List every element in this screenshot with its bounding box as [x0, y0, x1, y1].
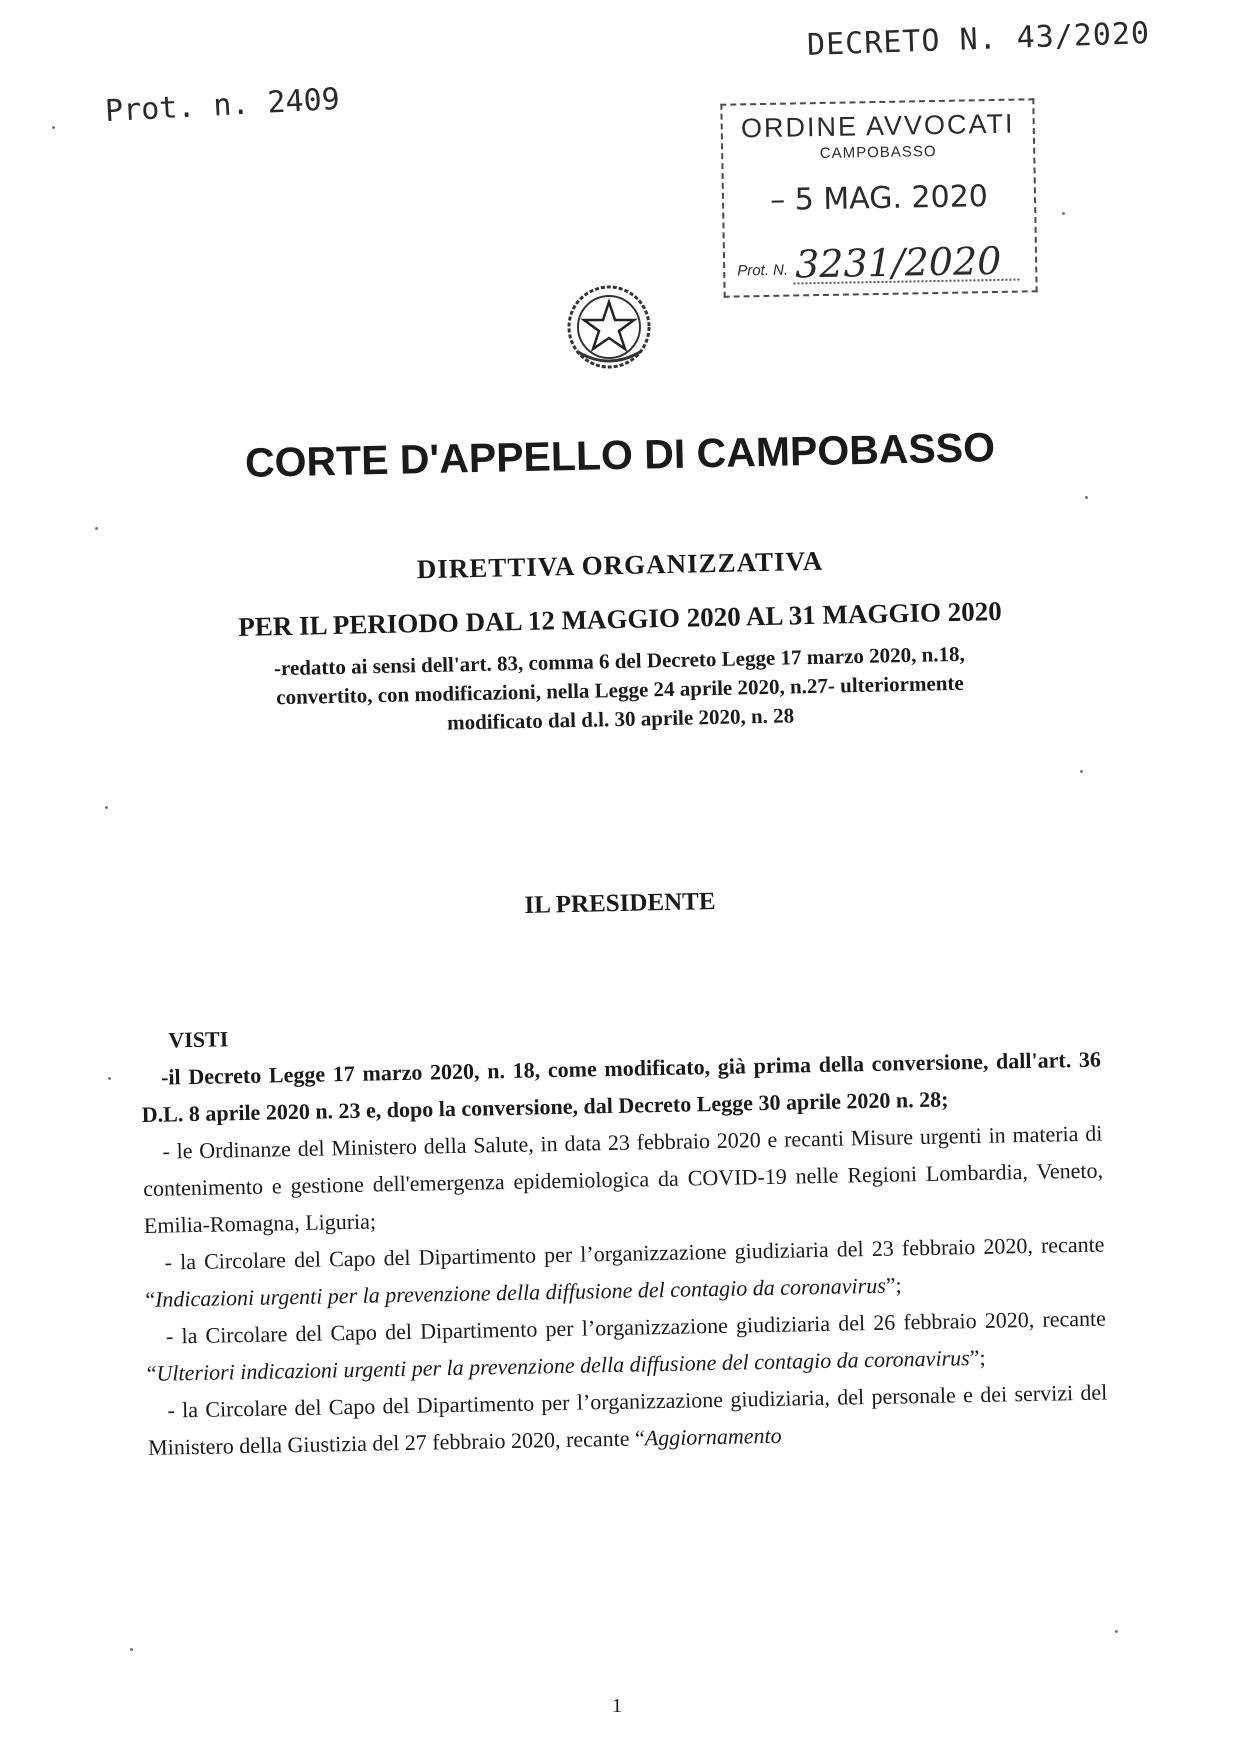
paragraph-decreto-legge: -il Decreto Legge 17 marzo 2020, n. 18, come modificato, già prima della conversione, dall'art. 36 D.L. 8 aprile 2020 n. 23 e, dopo la conversione, dal Decreto Legge 30 aprile 2020 n. 28;	[141, 1046, 1102, 1127]
stamp-date: – 5 MAG. 2020	[769, 179, 989, 218]
stamp-title: ORDINE AVVOCATI	[740, 108, 1015, 144]
scan-speck	[1062, 212, 1065, 215]
scan-speck	[108, 1077, 111, 1080]
circolare-23-title: Indicazioni urgenti per la prevenzione della diffusione del contagio da coronavirus	[154, 1272, 886, 1312]
circolare-26-end: ”;	[969, 1344, 986, 1371]
republic-emblem-icon	[564, 282, 654, 372]
paragraph-ordinanze: - le Ordinanze del Ministero della Salute, in data 23 febbraio 2020 e recanti Misure urgenti in materia di contenimento e gestione dell'emergenza epidemiologica da COVID-19 nelle Regioni Lombardia, Veneto, Emilia-Romagna, Liguria;	[142, 1120, 1104, 1238]
legal-reference-line-1: -redatto ai sensi dell'art. 83, comma 6 del Decreto Legge 17 marzo 2020, n.18,	[273, 641, 966, 681]
protocol-handwritten-note: Prot. n. 2409	[104, 81, 341, 130]
page-number: 1	[612, 1695, 622, 1717]
period-title: PER IL PERIODO DAL 12 MAGGIO 2020 AL 31 MAGGIO 2020	[237, 596, 1003, 642]
legal-reference-line-2: convertito, con modificazioni, nella Legge 24 aprile 2020, n.27- ulteriormente	[275, 670, 964, 710]
scan-speck	[1085, 496, 1088, 499]
scan-speck	[1115, 1630, 1118, 1633]
circolare-27-title: Aggiornamento	[644, 1422, 782, 1451]
circolare-23-text: - la Circolare del Capo del Dipartimento per l’organizzazione giudiziaria del 23 febbraio 2020, recante “	[145, 1231, 1105, 1312]
scan-speck	[52, 126, 55, 129]
circolare-26-title: Ulteriori indicazioni urgenti per la prevenzione della diffusione del contagio da coronavirus	[156, 1345, 970, 1386]
court-title: CORTE D'APPELLO DI CAMPOBASSO	[244, 424, 996, 486]
stamp-prot-number: 3231/2020	[794, 238, 1002, 287]
circolare-23-end: ”;	[885, 1272, 902, 1298]
scan-speck	[130, 1648, 133, 1651]
document-body	[140, 1004, 1108, 1466]
decreto-handwritten-note: DECRETO N. 43/2020	[806, 16, 1151, 63]
scan-speck	[105, 806, 108, 809]
stamp-city: CAMPOBASSO	[819, 142, 937, 163]
president-heading: IL PRESIDENTE	[524, 888, 716, 919]
bar-association-stamp	[720, 98, 1037, 297]
circolare-26-text: - la Circolare del Capo del Dipartimento per l’organizzazione giudiziaria del 26 febbraio 2020, recante “	[146, 1305, 1107, 1386]
scan-speck	[95, 527, 98, 530]
circolare-27-text: - la Circolare del Capo del Dipartimento per l’organizzazione giudiziaria, del personale e dei servizi del Ministero della Giustizia del 27 febbraio 2020, recante “	[147, 1379, 1108, 1460]
scan-speck	[1080, 770, 1083, 773]
visti-heading: VISTI	[168, 1026, 229, 1053]
directive-title: DIRETTIVA ORGANIZZATIVA	[416, 545, 824, 585]
stamp-prot-label: Prot. N.	[737, 261, 789, 280]
legal-reference-line-3: modificato dal d.l. 30 aprile 2020, n. 28	[446, 703, 795, 735]
legal-reference	[0, 634, 1240, 747]
